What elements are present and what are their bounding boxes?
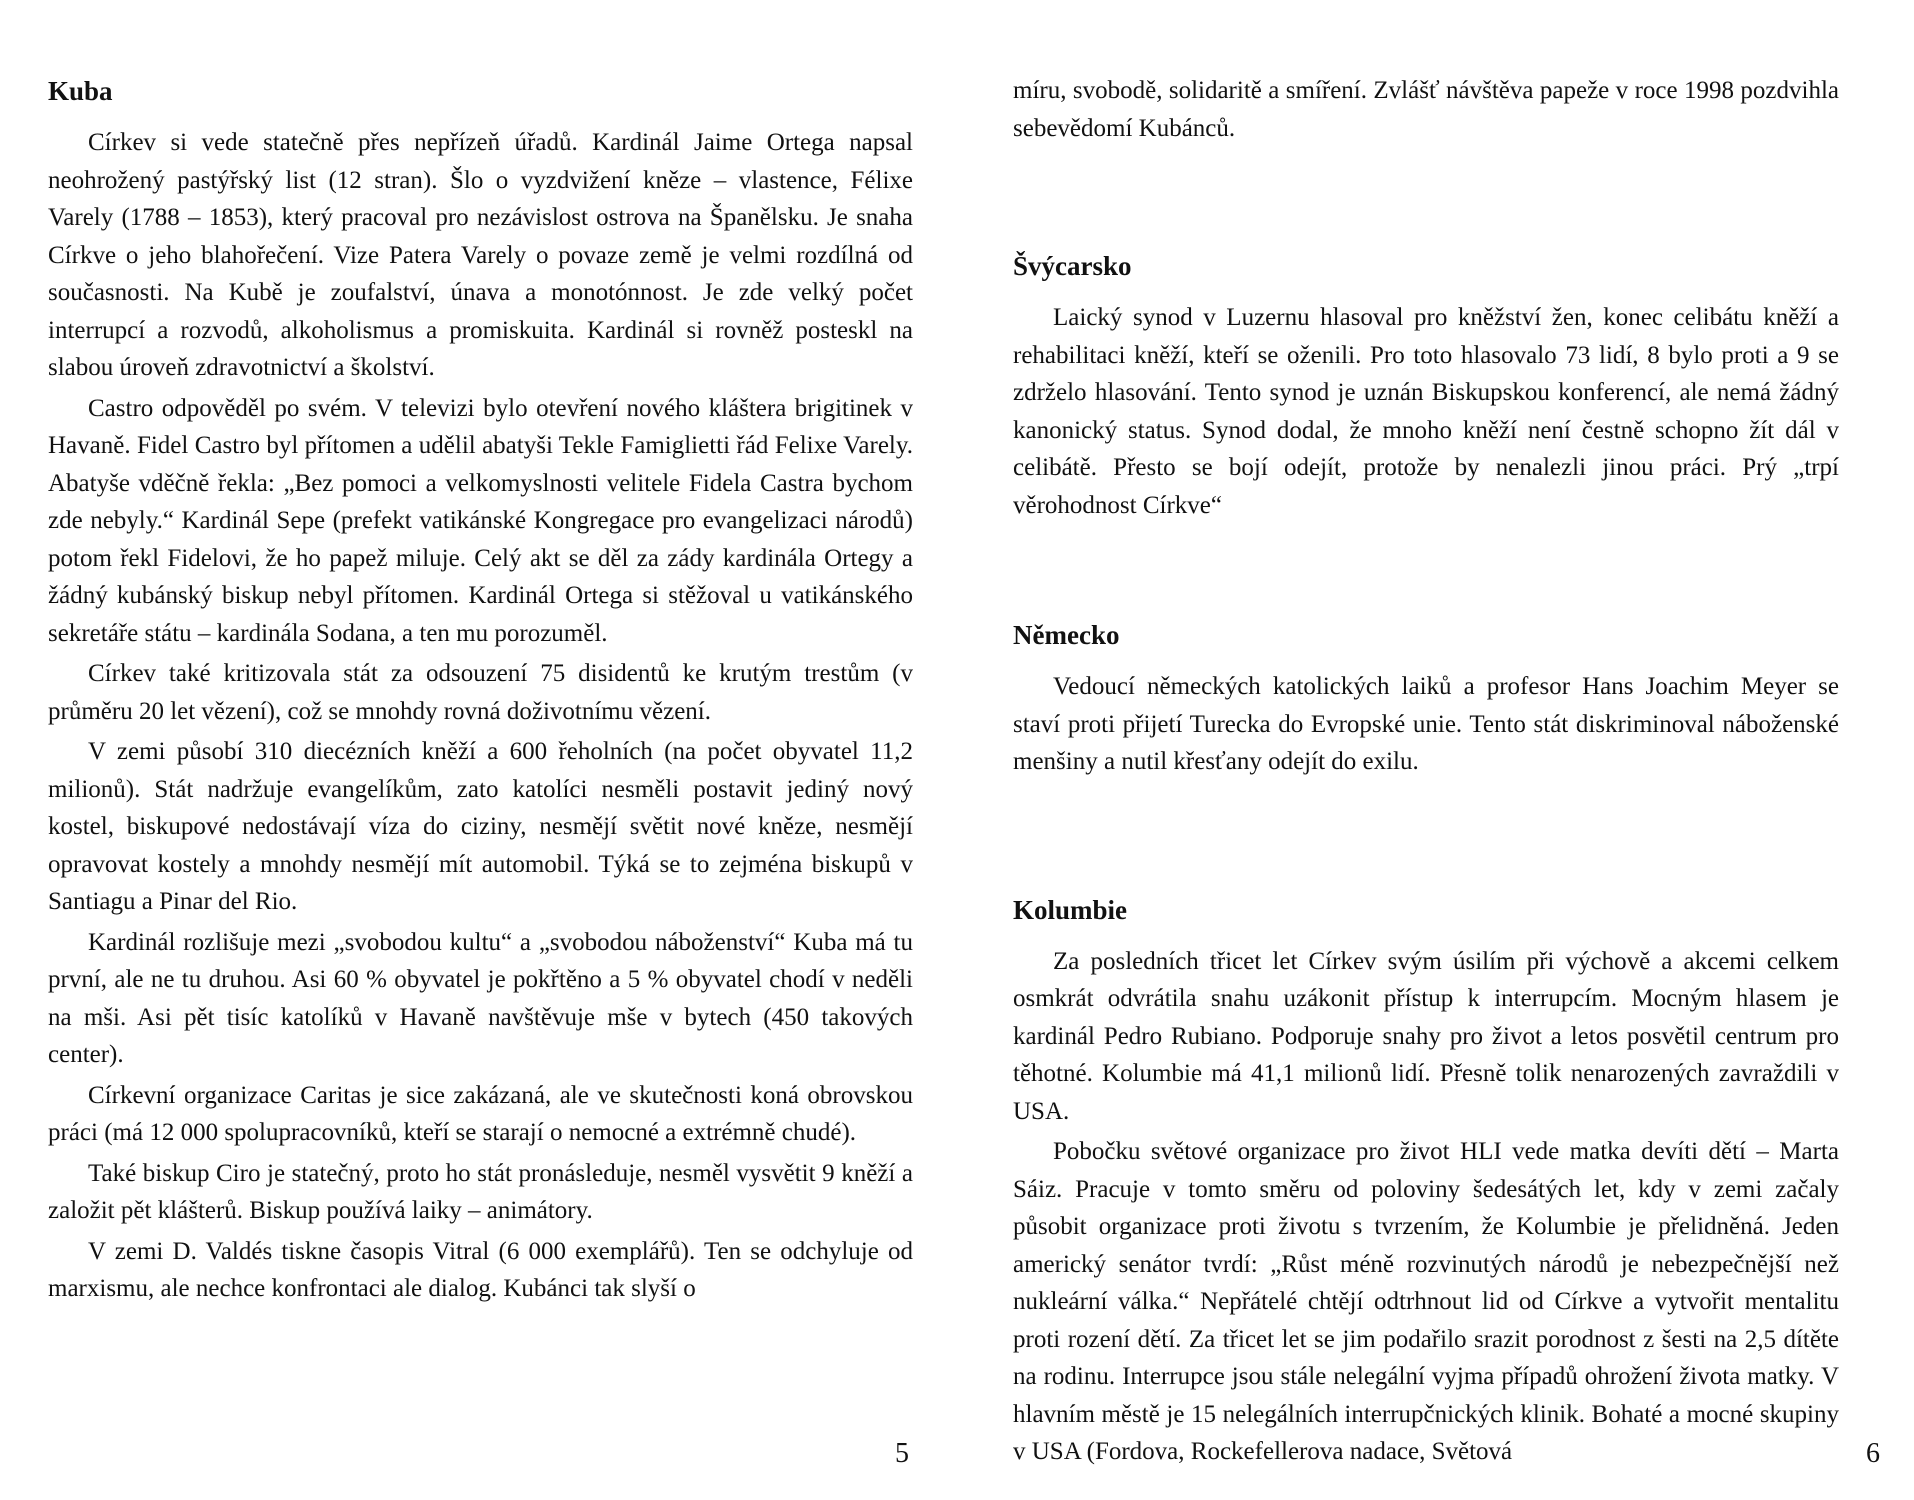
page-number-left: 5 [895,1438,909,1469]
section-kuba [48,72,913,1308]
right-page [957,0,1914,1500]
section-kolumbie [1013,891,1839,1471]
left-column [48,72,913,1311]
paragraph: Církev také kritizovala stát za odsouzení 75 disidentů ke krutým trestům (v průměru 20 let vězení), což se mnohdy rovná doživotnímu vězení. [48,660,913,725]
section-title-nemecko: Německo [1013,620,1120,650]
section-svycarsko [1013,247,1839,524]
paragraph: V zemi působí 310 diecézních kněží a 600 řeholních (na počet obyvatel 11,2 milionů). Stát nadržuje evangelíkům, zato katolíci nesměli postavit jediný nový kostel, biskupové nedostávají víza do ciziny, nesmějí světit nové kněze, nesmějí opravovat kostely a mnohdy nesmějí mít automobil. Týká se to zejména biskupů v Santiagu a Pinar del Rio. [48,738,913,915]
paragraph: Laický synod v Luzernu hlasoval pro kněžství žen, konec celibátu kněží a rehabilitaci kněží, kteří se oženili. Pro toto hlasovalo 73 lidí, 8 bylo proti a 9 se zdrželo hlasování. Tento synod je uznán Biskupskou konferencí, ale nemá žádný kanonický status. Synod dodal, že mnoho kněží není čestně schopno žít dál v celibátě. Přesto se bojí odejít, protože by nenalezli jinou práci. Prý „trpí věrohodnost Církve“ [1013,304,1839,519]
paragraph: V zemi D. Valdés tiskne časopis Vitral (6 000 exemplářů). Ten se odchyluje od marxismu, ale nechce konfrontaci ale dialog. Kubánci tak slyší o [48,1237,913,1302]
paragraph: Pobočku světové organizace pro život HLI vede matka devíti dětí – Marta Sáiz. Pracuje v tomto směru od poloviny šedesátých let, kdy v zemi začaly působit organizace proti životu s tvrzením, že Kolumbie je přelidněná. Jeden americký senátor tvrdí: „Růst méně rozvinutých národů je nebezpečnější než nukleární válka.“ Nepřátelé chtějí odtrhnout lid od Církve a vytvořit mentalitu proti rození dětí. Za třicet let se jim podařilo srazit porodnost z šesti na 2,5 dítěte na rodinu. Interrupce jsou stále nelegální vyjma případů ohrožení života matky. V hlavním městě je 15 nelegálních interrupčnických klinik. Bohaté a mocné skupiny v USA (Fordova, Rockefellerova nadace, Světová [1013,1138,1839,1465]
continued-paragraph: míru, svobodě, solidaritě a smíření. Zvlášť návštěva papeže v roce 1998 pozdvihla sebevědomí Kubánců. [1013,77,1839,142]
section-title-kolumbie: Kolumbie [1013,894,1128,925]
right-column [1013,72,1839,1474]
section-title-kuba: Kuba [48,76,113,106]
paragraph: Vedoucí německých katolických laiků a profesor Hans Joachim Meyer se staví proti přijetí Turecka do Evropské unie. Tento stát diskriminoval náboženské menšiny a nutil křesťany odejít do exilu. [1013,673,1839,775]
section-title-svycarsko: Švýcarsko [1013,251,1132,281]
paragraph: Za posledních třicet let Církev svým úsilím při výchově a akcemi celkem osmkrát odvrátila snahu uzákonit přístup k interrupcím. Mocným hlasem je kardinál Pedro Rubiano. Podporuje snahy pro život a letos posvětil centrum pro těhotné. Kolumbie má 41,1 milionů lidí. Přesně tolik nenarozených zavraždili v USA. [1013,947,1839,1125]
section-nemecko [1013,616,1839,781]
paragraph: Církevní organizace Caritas je sice zakázaná, ale ve skutečnosti koná obrovskou práci (má 12 000 spolupracovníků, kteří se starají o nemocné a extrémně chudé). [48,1081,913,1146]
paragraph: Také biskup Ciro je statečný, proto ho stát pronásleduje, nesměl vysvětit 9 kněží a založit pět klášterů. Biskup používá laiky – animátory. [48,1159,913,1224]
paragraph: Církev si vede statečně přes nepřízeň úřadů. Kardinál Jaime Ortega napsal neohrožený pastýřský list (12 stran). Šlo o vyzdvižení kněze – vlastence, Félixe Varely (1788 – 1853), který pracoval pro nezávislost ostrova na Španělsku. Je snaha Církve o jeho blahořečení. Vize Patera Varely o povaze země je velmi rozdílná od současnosti. Na Kubě je zoufalství, únava a monotónnost. Je zde velký počet interrupcí a rozvodů, alkoholismus a promiskuita. Kardinál si rovněž posteskl na slabou úroveň zdravotnictví a školství. [48,129,913,381]
paragraph: Castro odpověděl po svém. V televizi bylo otevření nového kláštera brigitinek v Havaně. Fidel Castro byl přítomen a udělil abatyši Tekle Famiglietti řád Felixe Varely. Abatyše vděčně řekla: „Bez pomoci a velkomyslnosti velitele Fidela Castra bychom zde nebyly.“ Kardinál Sepe (prefekt vatikánské Kongregace pro evangelizaci národů) potom řekl Fidelovi, že ho papež miluje. Celý akt se děl za zády kardinála Ortegy a žádný kubánský biskup nebyl přítomen. Kardinál Ortega si stěžoval u vatikánského sekretáře státu – kardinála Sodana, a ten mu porozuměl. [48,394,913,647]
page-number-right: 6 [1866,1438,1880,1469]
paragraph: Kardinál rozlišuje mezi „svobodou kultu“ a „svobodou náboženství“ Kuba má tu první, ale ne tu druhou. Asi 60 % obyvatel je pokřtěno a 5 % obyvatel chodí v neděli na mši. Asi pět tisíc katolíků v Havaně navštěvuje mše v bytech (450 takových center). [48,928,913,1068]
